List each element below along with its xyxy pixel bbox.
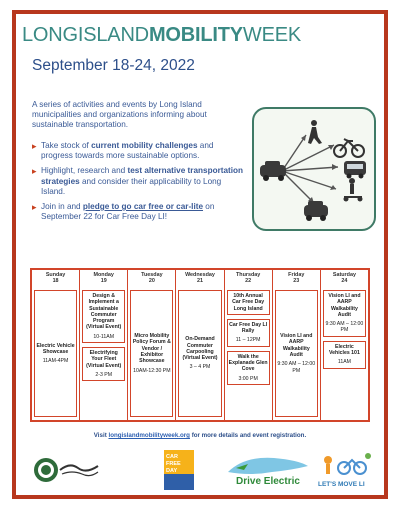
- sponsor-logos: [24, 448, 376, 492]
- event-card[interactable]: Walk the Explanade Glen Cove 3:00 PM: [227, 351, 270, 385]
- intro-text: A series of activities and events by Long Island municipalities and organizations informing about sustainable transportation.: [32, 100, 207, 130]
- day-header: Monday 19: [93, 272, 114, 285]
- day-column-sunday: [32, 270, 80, 420]
- event-dates: September 18-24, 2022: [32, 57, 195, 74]
- goals-list: [32, 141, 244, 227]
- page-title: LONGISLANDMOBILITYWEEK: [22, 24, 301, 46]
- pledge-link[interactable]: pledge to go car free or car-lite: [82, 202, 204, 212]
- event-card[interactable]: Design & Implement a Sustainable Commuter Program (Virtual Event) 10-11AM: [82, 290, 125, 343]
- day-column-wednesday: [176, 270, 224, 420]
- day-header: Tuesday 20: [141, 272, 163, 285]
- day-header: Saturday 24: [332, 272, 356, 285]
- car-icon: [260, 161, 286, 181]
- lets-move-li-logo: LET'S MOVE LI: [316, 448, 376, 492]
- bicycle-icon: [334, 139, 364, 157]
- pedestrian-icon: [308, 120, 322, 144]
- event-card[interactable]: Micro Mobility Policy Forum & Vendor / Exhibitor Showcase 10AM-12:30 PM: [130, 290, 173, 417]
- event-card[interactable]: Vision LI and AARP Walkability Audit 9:30 AM – 12:00 PM: [275, 290, 318, 417]
- event-card[interactable]: Electrifying Your Fleet (Virtual Event) 2-3 PM: [82, 347, 125, 381]
- day-column-saturday: [321, 270, 368, 420]
- day-column-friday: [273, 270, 321, 420]
- mobility-options-illustration: [254, 109, 374, 229]
- day-header: Friday 23: [288, 272, 305, 285]
- event-card[interactable]: Car Free Day LI Rally 11 – 12PM: [227, 319, 270, 347]
- day-column-monday: [80, 270, 128, 420]
- drive-electric-logo: Drive Electric: [222, 448, 312, 492]
- event-card[interactable]: Electric Vehicles 101 11AM: [323, 341, 366, 369]
- website-note: Visit longislandmobilityweek.org for more details and event registration.: [93, 432, 307, 439]
- mobility-options-diagram: [252, 107, 376, 231]
- car-icon: [304, 201, 328, 221]
- event-card[interactable]: Electric Vehicle Showcase 11AM-4PM: [34, 290, 77, 417]
- scooter-icon: [344, 178, 363, 202]
- car-free-day-logo: CAR FREE DAY: [162, 448, 196, 492]
- day-header: Wednesday 21: [185, 272, 215, 285]
- day-header: Thursday 22: [236, 272, 261, 285]
- event-schedule: [30, 268, 370, 422]
- bus-icon: [344, 161, 366, 179]
- day-column-thursday: [225, 270, 273, 420]
- event-card[interactable]: On-Demand Commuter Carpooling (Virtual Event) 3 – 4 PM: [178, 290, 221, 417]
- event-card[interactable]: 10th Annual Car Free Day Long Island: [227, 290, 270, 315]
- website-link[interactable]: longislandmobilityweek.org: [108, 432, 190, 439]
- goal-item: ▸ Take stock of current mobility challenges and progress towards more sustainable options.: [32, 141, 244, 161]
- flyer-frame: [12, 10, 388, 499]
- seal-logo: [32, 448, 102, 492]
- day-column-tuesday: [128, 270, 176, 420]
- day-header: Sunday 18: [45, 272, 66, 285]
- event-card[interactable]: Vision LI and AARP Walkability Audit 9:30 AM – 12:00 PM: [323, 290, 366, 337]
- goal-item: ▸ Highlight, research and test alternative transportation strategies and consider their applicability to Long Island.: [32, 166, 244, 197]
- goal-item: ▸ Join in and pledge to go car free or car-lite on September 22 for Car Free Day LI!: [32, 202, 244, 222]
